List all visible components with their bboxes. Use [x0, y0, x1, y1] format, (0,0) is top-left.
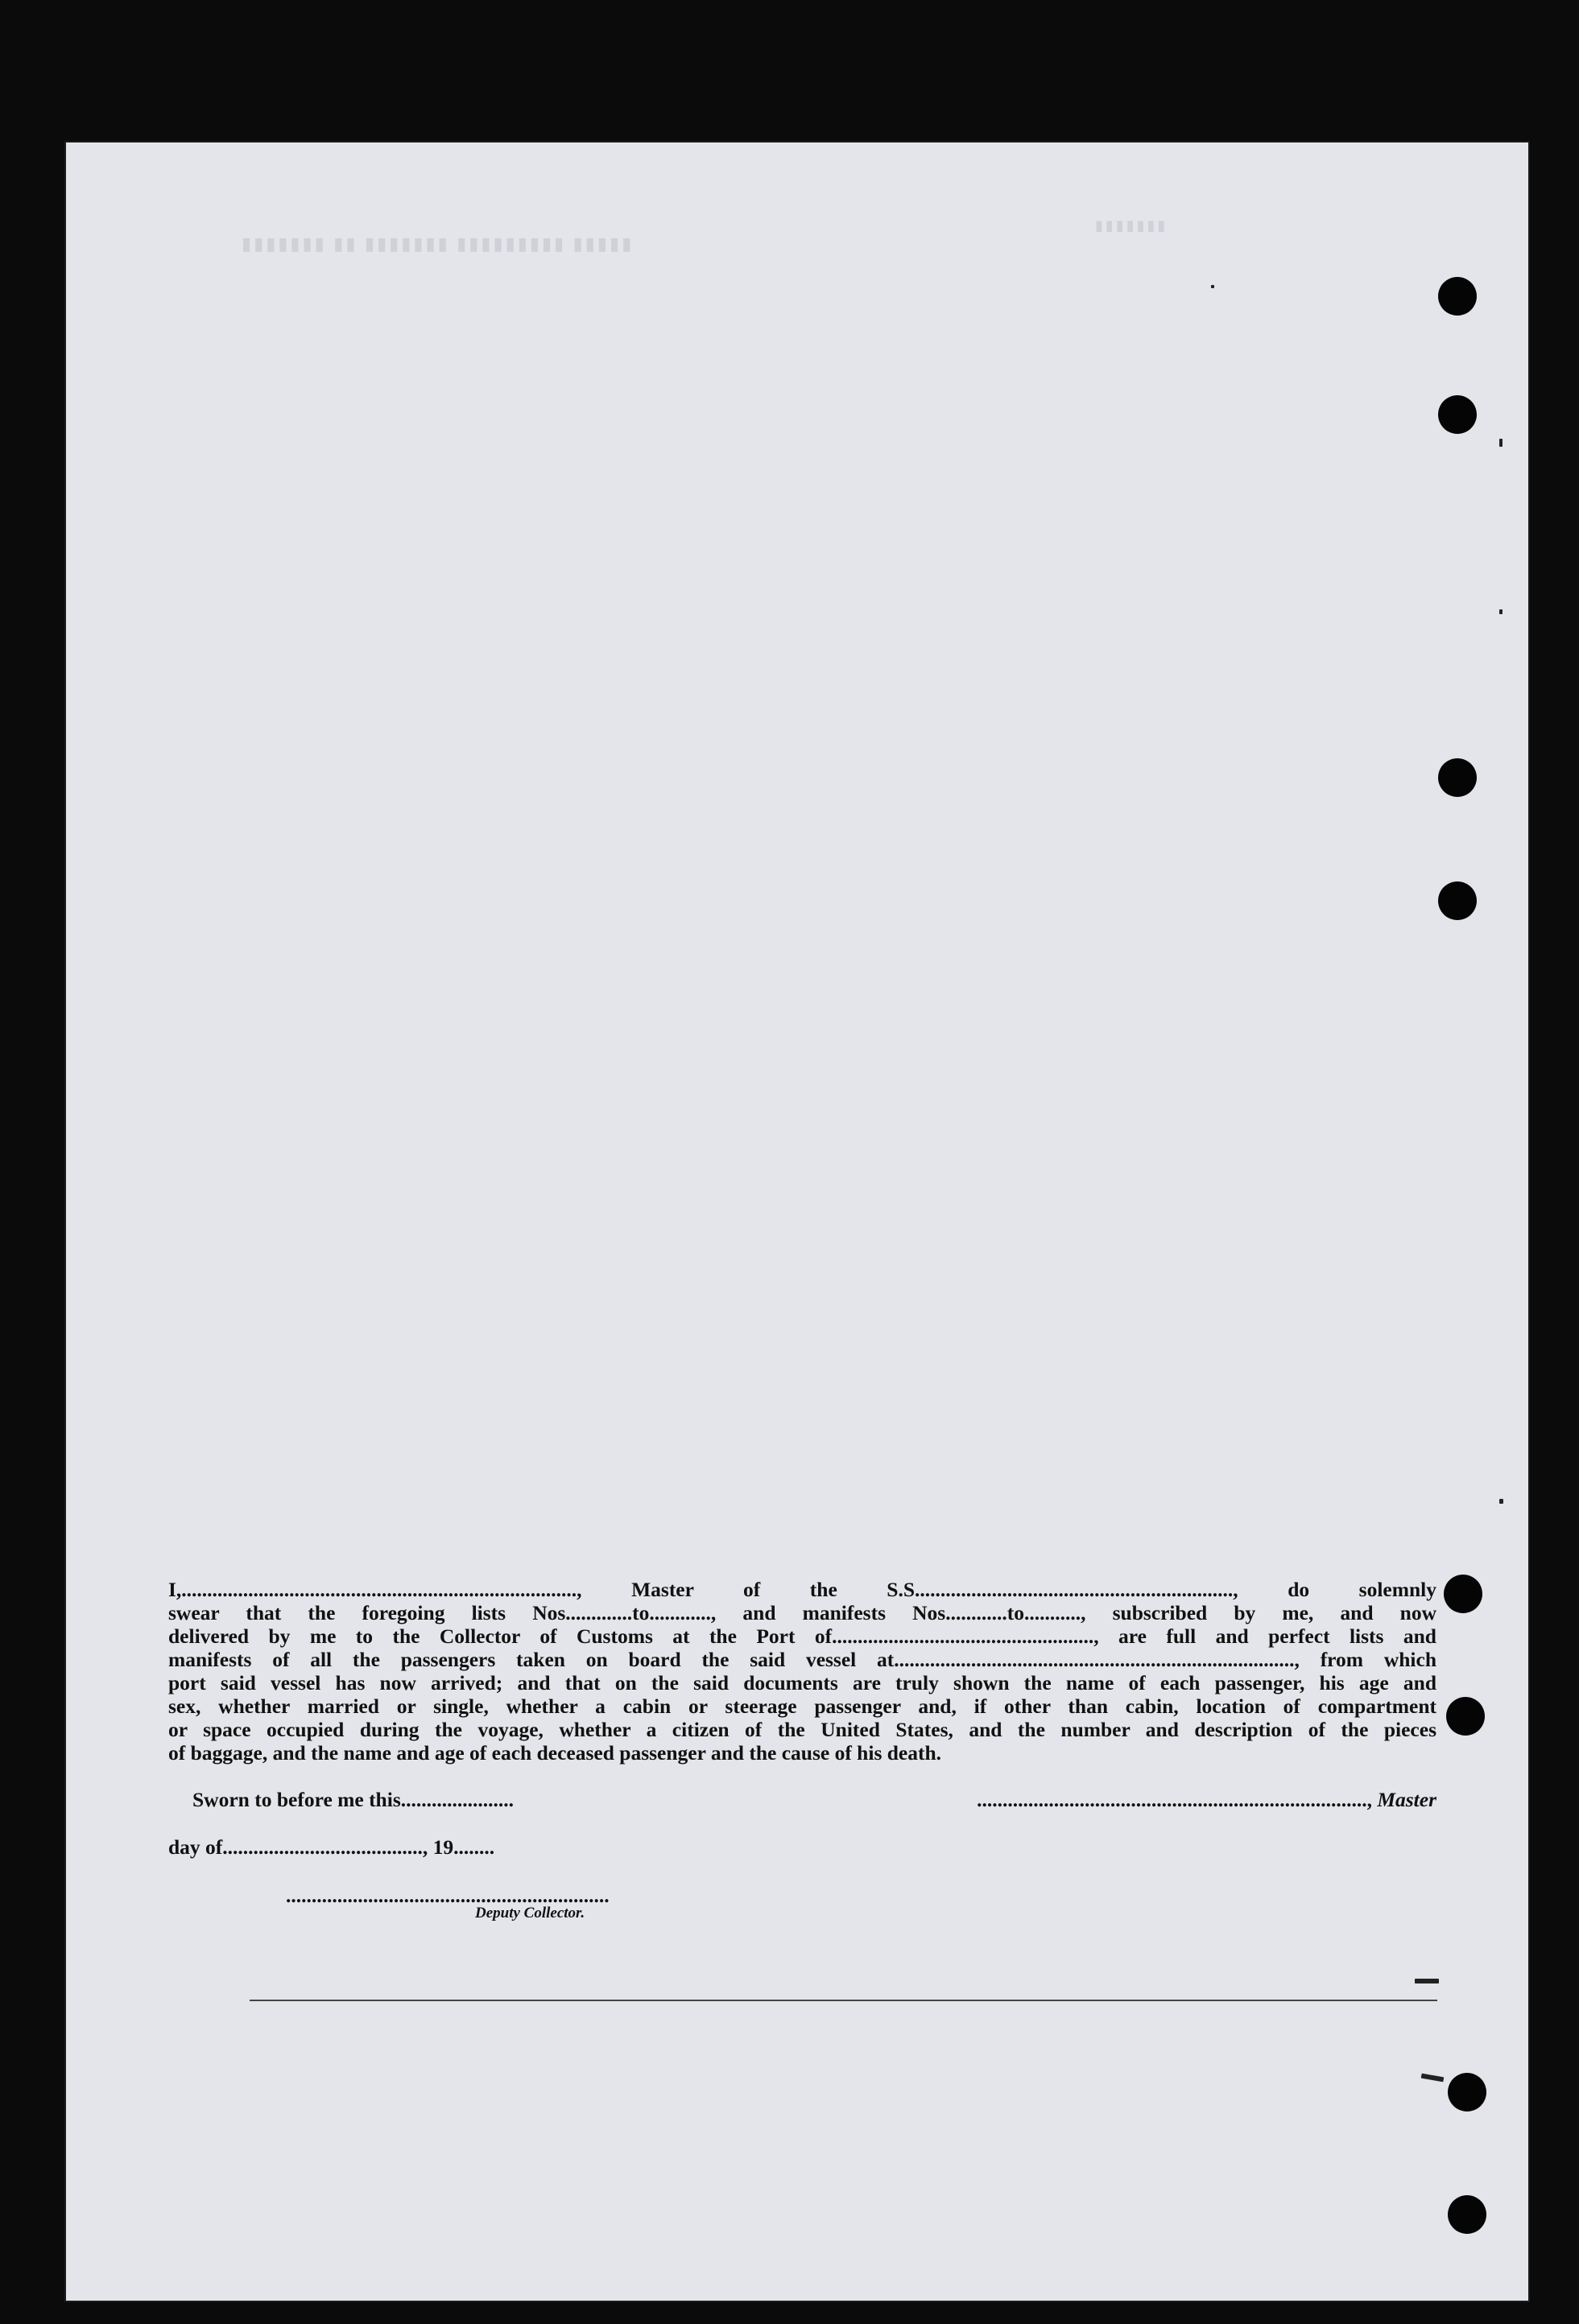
binder-hole	[1448, 2195, 1486, 2234]
horizontal-rule	[250, 2000, 1437, 2001]
paper-mark	[1415, 1979, 1439, 1983]
paper-mark	[1211, 285, 1214, 288]
oath-line: swear that the foregoing lists Nos.............to............, and manifests Nos............to..........., subscribed by me, and now	[168, 1601, 1436, 1624]
bleed-through-corner: ▮▮▮▮▮▮▮	[1095, 217, 1168, 233]
deputy-collector-label: Deputy Collector.	[475, 1905, 585, 1922]
sworn-text: Sworn to before me this......................	[192, 1788, 514, 1811]
oath-line: manifests of all the passengers taken on board the said vessel at.............................................................................., from which	[168, 1648, 1436, 1671]
binder-hole	[1446, 1697, 1485, 1736]
binder-hole	[1444, 1575, 1482, 1613]
sworn-row	[168, 1788, 1436, 1812]
paper-mark	[1499, 439, 1503, 447]
binder-hole	[1438, 881, 1477, 920]
master-signature-line	[977, 1788, 1436, 1812]
deputy-signature-dots: ...............................................................	[286, 1884, 610, 1907]
master-label: Master	[1377, 1788, 1436, 1811]
master-signature-dots: ............................................................................,	[977, 1788, 1372, 1811]
binder-hole	[1438, 277, 1477, 316]
bleed-through-heading: ▮▮▮▮▮▮▮ ▮▮ ▮▮▮▮▮▮▮ ▮▮▮▮▮▮▮▮▮ ▮▮▮▮▮	[242, 233, 634, 254]
oath-line: port said vessel has now arrived; and that on the said documents are truly shown the name of each passenger, his age and	[168, 1671, 1436, 1694]
day-date-line: day of......................................., 19........	[168, 1835, 495, 1859]
oath-line: I,............................................................................., Master of the S.S.............................................................., do solemnly	[168, 1578, 1436, 1601]
oath-line: or space occupied during the voyage, whether a citizen of the United States, and the number and description of the pieces	[168, 1718, 1436, 1741]
oath-line: delivered by me to the Collector of Customs at the Port of..................................................., are full and perfect lists and	[168, 1624, 1436, 1648]
binder-hole	[1438, 758, 1477, 797]
oath-line: of baggage, and the name and age of each deceased passenger and the cause of his death.	[168, 1741, 942, 1765]
binder-hole	[1448, 2073, 1486, 2111]
manifest-page	[64, 141, 1530, 2302]
master-oath-paragraph	[168, 1578, 1436, 1765]
paper-mark	[1499, 609, 1503, 614]
oath-line: sex, whether married or single, whether a cabin or steerage passenger and, if other than cabin, location of compartment	[168, 1694, 1436, 1718]
binder-hole	[1438, 395, 1477, 434]
paper-mark	[1499, 1499, 1503, 1504]
